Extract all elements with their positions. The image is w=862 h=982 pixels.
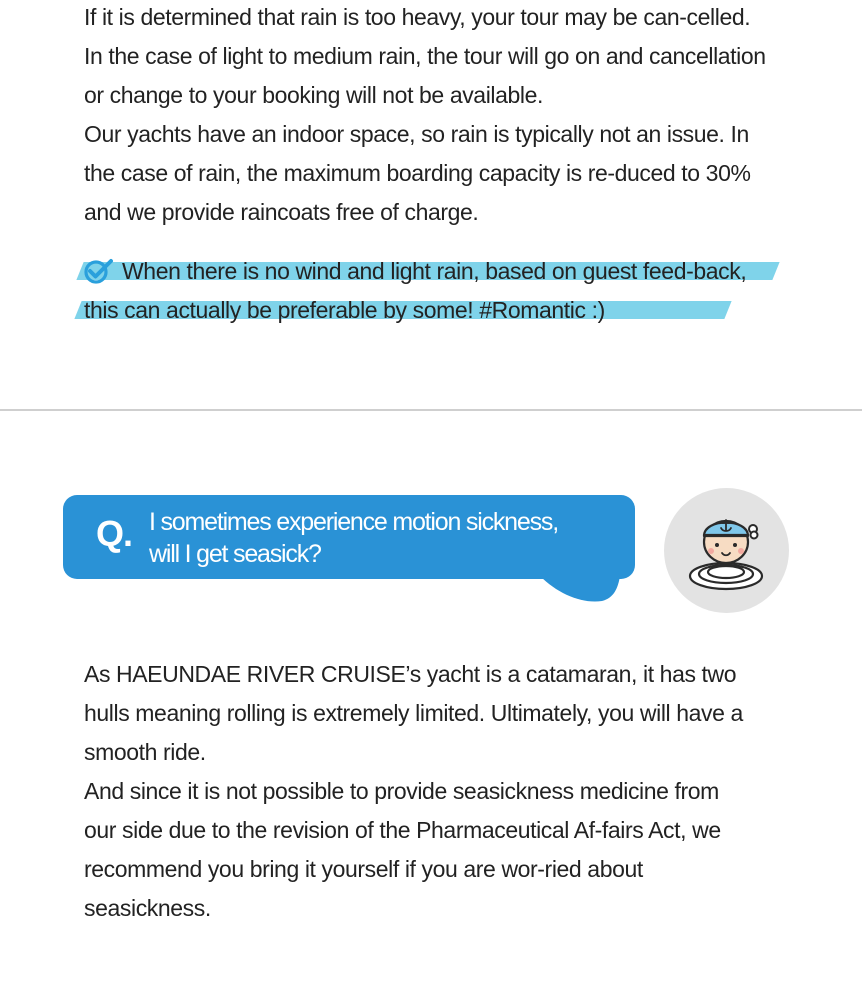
rain-answer-text [84, 0, 766, 232]
rain-paragraph-1: If it is determined that rain is too heavy, your tour may be can-celled. In the case of light to medium rain, the tour will go on and cancellation or change to your booking will not be available. [84, 4, 766, 108]
highlight-note-text: When there is no wind and light rain, based on guest feed-back, this can actually be preferable by some! #Romantic :) [84, 258, 747, 323]
answer-paragraph-2: And since it is not possible to provide seasickness medicine from our side due to the revision of the Pharmaceutical Af-fairs Act, we recommend you bring it yourself if you are wor-ried about seasickness. [84, 778, 721, 921]
rain-paragraph-2: Our yachts have an indoor space, so rain is typically not an issue. In the case of rain, the maximum boarding capacity is re-duced to 30% and we provide raincoats free of charge. [84, 121, 751, 225]
question-bubble [63, 495, 635, 579]
sailor-avatar-icon [664, 488, 789, 613]
highlight-note [68, 252, 788, 332]
question-text [149, 506, 629, 570]
answer-paragraph-1: As HAEUNDAE RIVER CRUISE’s yacht is a catamaran, it has two hulls meaning rolling is extremely limited. Ultimately, you will have a smooth ride. [84, 661, 743, 765]
seasick-answer-text [84, 655, 746, 928]
speech-bubble-tail [540, 576, 620, 602]
question-line-1: I sometimes experience motion sickness, [149, 508, 558, 536]
question-marker: Q. [96, 513, 133, 554]
section-divider [0, 409, 862, 411]
question-line-2: will I get seasick? [149, 540, 321, 568]
check-circle-icon [84, 257, 114, 283]
